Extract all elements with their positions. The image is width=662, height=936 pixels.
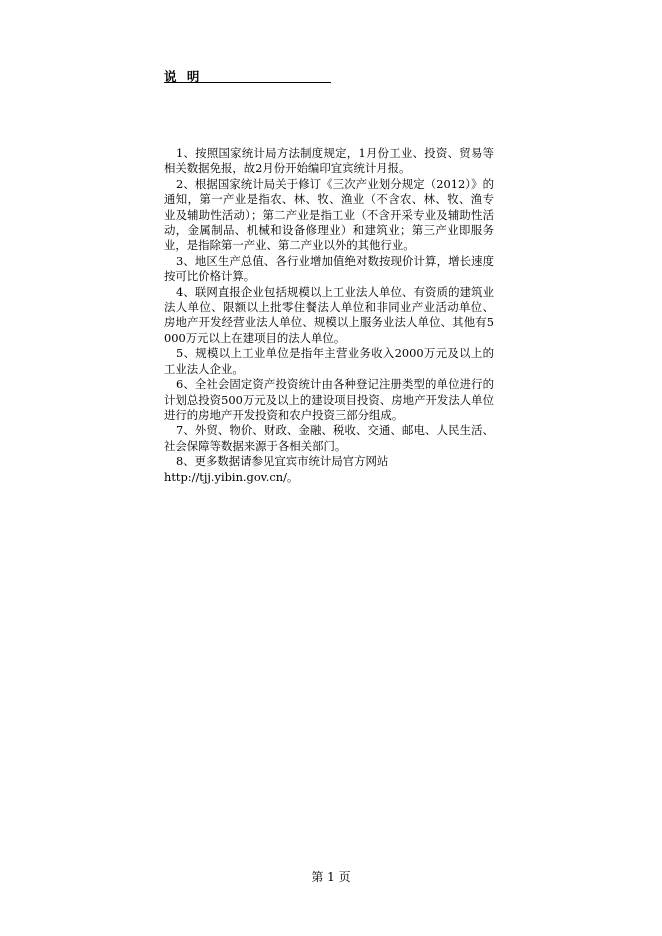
note-paragraph-1: 1、按照国家统计局方法制度规定，1月份工业、投资、贸易等相关数据免报，故2月份开始编印宜宾统计月报。 <box>164 146 494 176</box>
note-paragraph-3: 3、地区生产总值、各行业增加值绝对数按现价计算，增长速度按可比价格计算。 <box>164 253 494 284</box>
notes-body <box>164 146 494 485</box>
page-number: 第 1 页 <box>311 870 351 884</box>
note-paragraph-2: 2、根据国家统计局关于修订《三次产业划分规定（2012）》的通知，第一产业是指农、林、牧、渔业（不含农、林、牧、渔专业及辅助性活动）；第二产业是指工业（不含开采专业及辅助性活动，金属制品、机械和设备修理业）和建筑业；第三产业即服务业，是指除第一产业、第二产业以外的其他行业。 <box>164 176 494 253</box>
page-title: 说 明 <box>164 69 203 84</box>
website-url: http://tjj.yibin.gov.cn/。 <box>164 469 299 484</box>
note-paragraph-5: 5、规模以上工业单位是指年主营业务收入2000万元及以上的工业法人企业。 <box>164 346 494 376</box>
note-paragraph-8: 8、更多数据请参见宜宾市统计局官方网站 <box>176 454 389 469</box>
title-block <box>164 66 331 83</box>
note-paragraph-6: 6、全社会固定资产投资统计由各种登记注册类型的单位进行的计划总投资500万元及以上的建设项目投资、房地产开发法人单位进行的房地产开发投资和农户投资三部分组成。 <box>164 377 494 422</box>
note-paragraph-7: 7、外贸、物价、财政、金融、税收、交通、邮电、人民生活、社会保障等数据来源于各相关部门。 <box>164 423 494 453</box>
note-paragraph-4: 4、联网直报企业包括规模以上工业法人单位、有资质的建筑业法人单位、限额以上批零住餐法人单位和非同业产业活动单位、房地产开发经营业法人单位、规模以上服务业法人单位、其他有5000万元以上在建项目的法人单位。 <box>164 284 494 345</box>
